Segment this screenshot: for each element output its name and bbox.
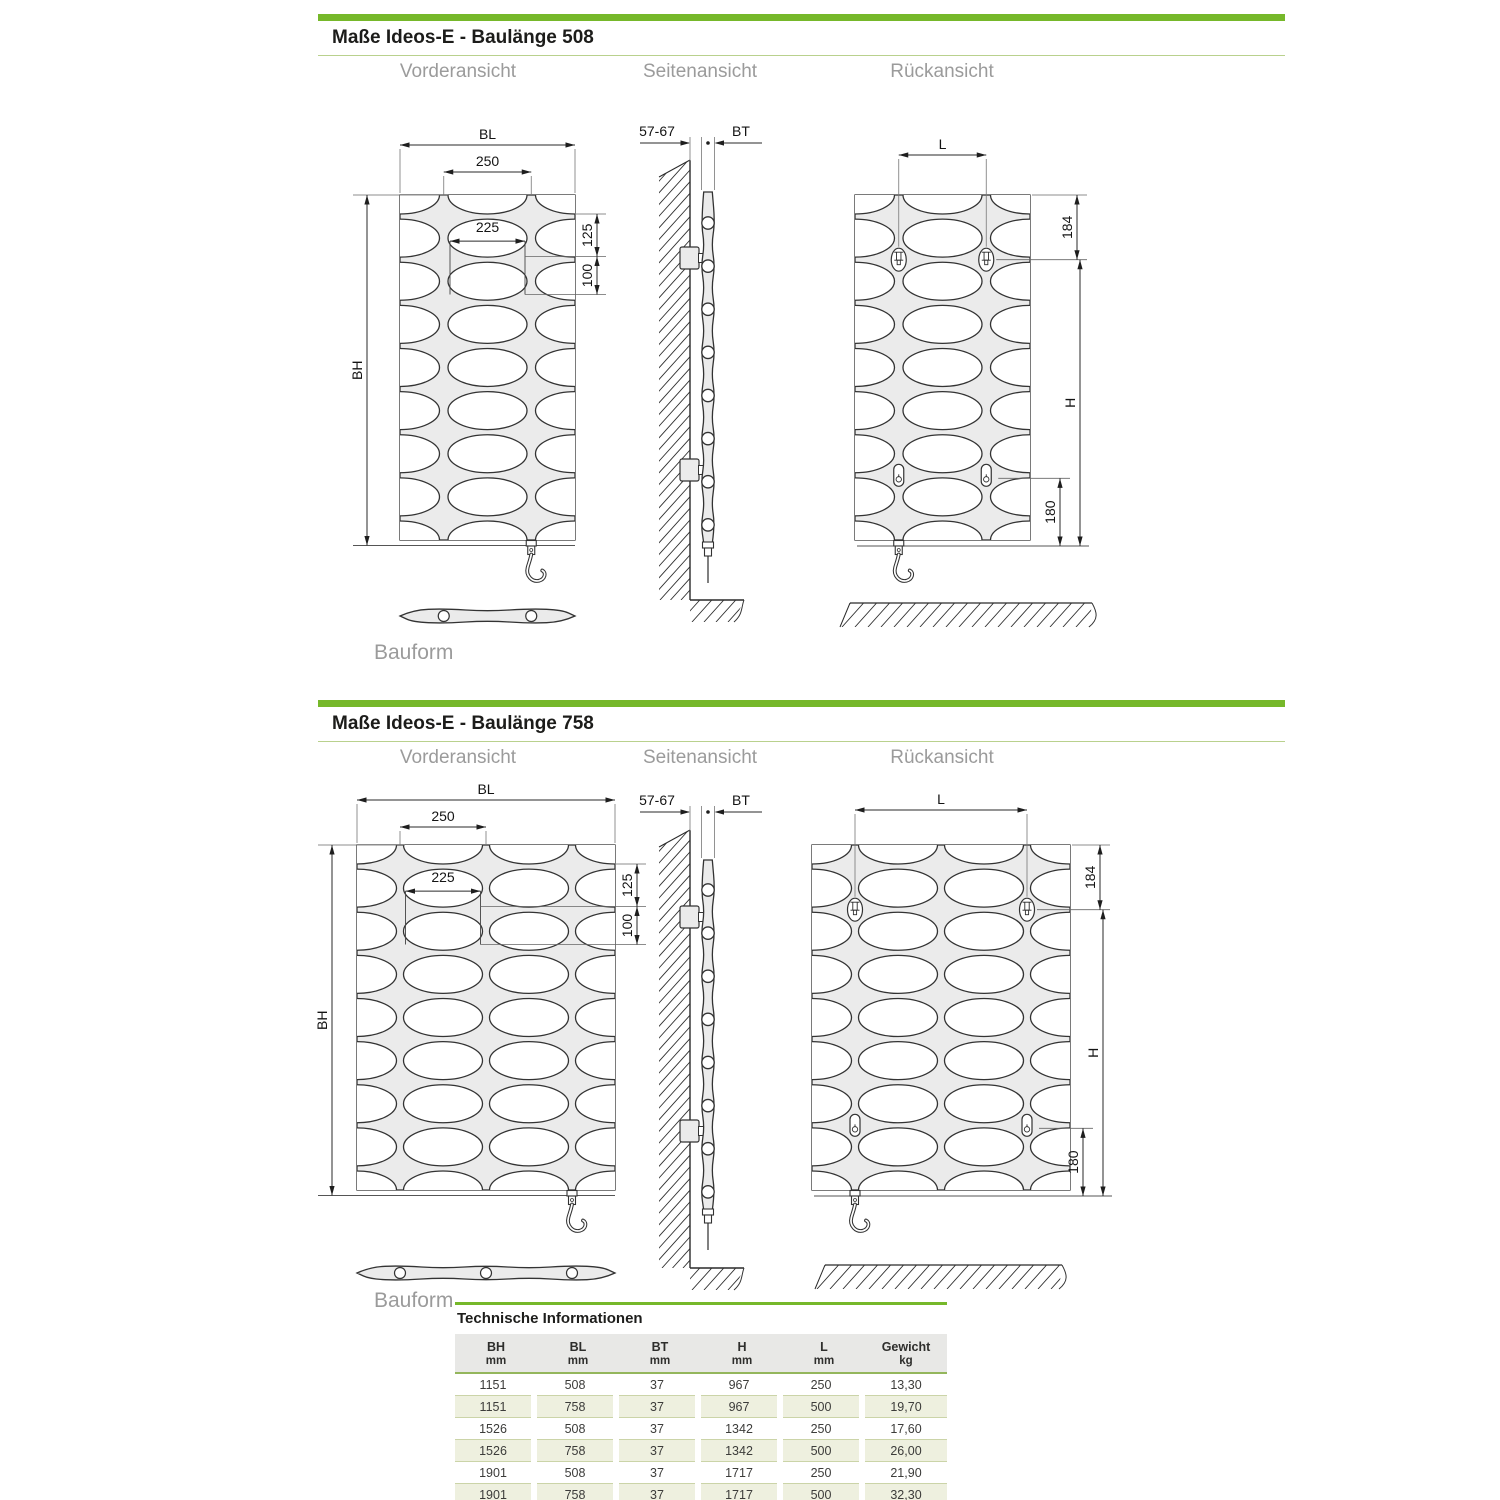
table-cell: 37 — [619, 1418, 695, 1440]
table-row — [455, 1418, 947, 1440]
svg-text:250: 250 — [475, 153, 500, 169]
column-header: L mm — [813, 1340, 835, 1367]
view-label-rear: Rückansicht — [890, 61, 994, 82]
table-cell: 13,30 — [865, 1374, 947, 1396]
table-cell: 32,30 — [865, 1484, 947, 1500]
table-cell: 37 — [619, 1396, 695, 1418]
table-accent-line — [455, 1302, 947, 1305]
table-cell: 1151 — [455, 1374, 531, 1396]
section-divider — [318, 741, 1285, 742]
section-title-758: Maße Ideos-E - Baulänge 758 — [332, 713, 594, 734]
table-cell: 37 — [619, 1462, 695, 1484]
svg-text:57-67: 57-67 — [639, 123, 675, 139]
table-cell: 37 — [619, 1440, 695, 1462]
table-cell: 26,00 — [865, 1440, 947, 1462]
table-cell: 758 — [537, 1440, 613, 1462]
view-label-rear: Rückansicht — [890, 747, 994, 768]
table-cell: 758 — [537, 1396, 613, 1418]
table-cell: 508 — [537, 1462, 613, 1484]
table-cell: 500 — [783, 1396, 859, 1418]
view-label-front: Vorderansicht — [399, 61, 517, 82]
section-accent-bar — [318, 14, 1285, 21]
svg-text:225: 225 — [431, 869, 455, 886]
table-title: Technische Informationen — [457, 1310, 643, 1327]
bauform-top-view — [357, 1266, 615, 1280]
svg-text:57-67: 57-67 — [639, 792, 675, 808]
svg-text:180: 180 — [1042, 500, 1058, 524]
table-cell: 1717 — [701, 1484, 777, 1500]
bauform-label: Bauform — [374, 641, 454, 664]
table-cell: 250 — [783, 1462, 859, 1484]
section-accent-bar — [318, 700, 1285, 707]
column-header: BL mm — [567, 1340, 589, 1367]
table-cell: 967 — [701, 1396, 777, 1418]
table-cell: 1342 — [701, 1440, 777, 1462]
column-header: BH mm — [485, 1340, 507, 1367]
column-header: BT mm — [649, 1340, 671, 1367]
svg-text:100: 100 — [579, 263, 595, 288]
dimension-drawing-758 — [221, 781, 1112, 1290]
table-body — [455, 1374, 947, 1500]
section-divider — [318, 55, 1285, 56]
section-title-508: Maße Ideos-E - Baulänge 508 — [332, 27, 594, 48]
table-row — [455, 1484, 947, 1500]
svg-text:L: L — [937, 791, 945, 807]
table-cell: 17,60 — [865, 1418, 947, 1440]
dimension-drawing-508 — [219, 123, 1111, 627]
column-header: H mm — [731, 1340, 753, 1367]
svg-text:225: 225 — [475, 219, 500, 236]
svg-text:BH: BH — [349, 360, 365, 380]
svg-text:BT: BT — [732, 123, 750, 139]
svg-text:H: H — [1062, 397, 1078, 408]
table-cell: 1901 — [455, 1484, 531, 1500]
table-cell: 37 — [619, 1484, 695, 1500]
table-cell: 1526 — [455, 1440, 531, 1462]
table-cell: 500 — [783, 1484, 859, 1500]
table-cell: 500 — [783, 1440, 859, 1462]
table-row — [455, 1440, 947, 1462]
table-cell: 1717 — [701, 1462, 777, 1484]
table-row — [455, 1374, 947, 1396]
rear-view — [773, 791, 1113, 1289]
view-label-side: Seitenansicht — [642, 61, 758, 82]
table-cell: 758 — [537, 1484, 613, 1500]
rear-view — [816, 136, 1111, 627]
table-row — [455, 1396, 947, 1418]
svg-text:L: L — [938, 136, 947, 152]
front-view — [314, 781, 655, 1231]
view-label-front: Vorderansicht — [399, 747, 517, 768]
table-row — [455, 1462, 947, 1484]
svg-text:125: 125 — [619, 873, 635, 897]
front-view — [349, 126, 615, 581]
table-cell: 1901 — [455, 1462, 531, 1484]
svg-text:BT: BT — [732, 792, 750, 808]
svg-text:BL: BL — [477, 781, 495, 797]
svg-text:184: 184 — [1059, 215, 1075, 240]
table-cell: 1526 — [455, 1418, 531, 1440]
svg-text:250: 250 — [431, 808, 455, 824]
view-label-side: Seitenansicht — [642, 747, 758, 768]
table-cell: 1151 — [455, 1396, 531, 1418]
svg-text:184: 184 — [1082, 865, 1098, 890]
svg-text:BL: BL — [478, 126, 497, 142]
table-cell: 508 — [537, 1374, 613, 1396]
table-cell: 967 — [701, 1374, 777, 1396]
bauform-label: Bauform — [374, 1289, 454, 1312]
svg-text:H: H — [1085, 1047, 1101, 1058]
table-cell: 1342 — [701, 1418, 777, 1440]
svg-text:180: 180 — [1065, 1150, 1081, 1174]
table-cell: 21,90 — [865, 1462, 947, 1484]
technical-info-table — [455, 1302, 947, 1500]
svg-text:100: 100 — [619, 913, 635, 938]
svg-text:125: 125 — [579, 223, 595, 247]
table-header-row — [455, 1334, 947, 1374]
table-cell: 250 — [783, 1374, 859, 1396]
table-cell: 19,70 — [865, 1396, 947, 1418]
table-cell: 250 — [783, 1418, 859, 1440]
bauform-top-view — [400, 609, 575, 623]
table-cell: 37 — [619, 1374, 695, 1396]
column-header: Gewicht kg — [881, 1340, 931, 1367]
table-cell: 508 — [537, 1418, 613, 1440]
svg-text:BH: BH — [314, 1010, 330, 1030]
